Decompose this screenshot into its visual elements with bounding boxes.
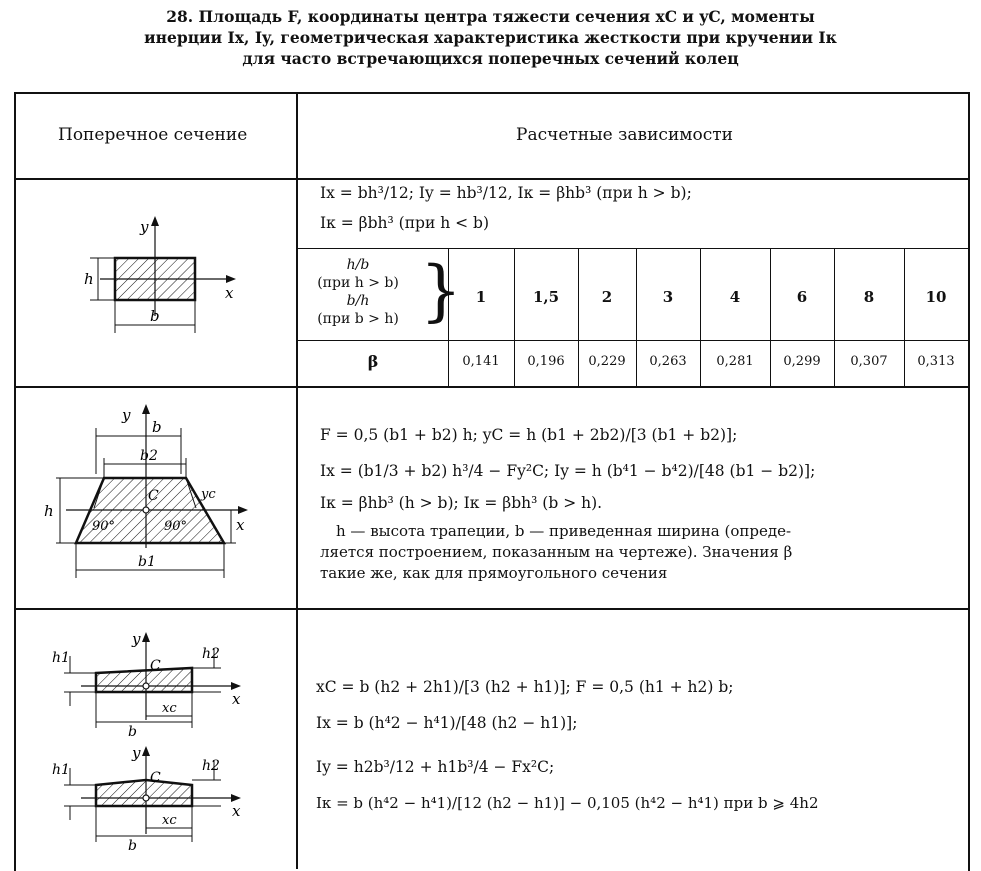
ring-segment-figure-bottom [46, 742, 261, 852]
fig1-x-label: x [225, 284, 234, 302]
trapezoid-section-figure [36, 398, 266, 583]
row1-formula-2: Iк = βbh³ (при h < b) [320, 214, 490, 232]
fig3-b-label: b [128, 724, 137, 738]
ratio-label-line: b/h [346, 293, 370, 309]
beta-cell: 0,263 [649, 354, 687, 369]
beta-cell: 0,299 [783, 354, 821, 369]
fig3-y-label: y [132, 630, 141, 648]
fig1-h-label: h [84, 270, 94, 288]
ratio-cell: 1 [475, 288, 487, 306]
fig3-c-label: C [150, 658, 161, 674]
beta-cell: 0,307 [850, 354, 888, 369]
fig4-h2-label: h2 [202, 758, 220, 774]
fig4-y-label: y [132, 744, 141, 762]
column-divider [296, 92, 298, 869]
caption-line-1: 28. Площадь F, координаты центра тяжести сечения xC и yC, моменты [166, 7, 815, 26]
row3-formula-3: Iy = h2b³/12 + h1b³/4 − Fx²C; [316, 758, 555, 776]
fig4-h1-label: h1 [52, 762, 70, 778]
caption-line-3: для часто встречающихся поперечных сечений колец [242, 49, 739, 68]
beta-row-label: β [367, 352, 379, 371]
header-divider [14, 178, 968, 180]
fig4-xc-label: xc [162, 813, 177, 828]
beta-cell: 0,281 [716, 354, 754, 369]
ratio-label-line: h/b [346, 257, 370, 273]
row2-note-3: такие же, как для прямоугольного сечения [320, 564, 668, 582]
fig4-b-label: b [128, 838, 137, 852]
fig2-b1-label: b1 [138, 554, 156, 570]
ratio-label-line: (при b > h) [317, 311, 399, 327]
fig1-y-label: y [140, 218, 149, 236]
fig2-x-label: x [236, 516, 245, 534]
fig3-x-label: x [232, 690, 241, 708]
ratio-cell: 1,5 [532, 288, 560, 306]
fig3-h2-label: h2 [202, 646, 220, 662]
segment-body [96, 780, 192, 806]
ratio-cell: 2 [601, 288, 613, 306]
fig2-c-label: C [148, 488, 159, 504]
row2-divider [14, 608, 968, 610]
table-caption [0, 6, 981, 69]
fig4-x-label: x [232, 802, 241, 820]
fig4-c-label: C [150, 770, 161, 786]
beta-cell: 0,141 [462, 354, 500, 369]
row3-formula-1: xC = b (h2 + 2h1)/[3 (h2 + h1)]; F = 0,5 (h1 + h2) b; [316, 678, 734, 696]
row2-formula-3: Iк = βhb³ (h > b); Iк = βbh³ (b > h). [320, 494, 603, 512]
fig2-angle-right: 90° [164, 519, 188, 534]
ratio-cell: 10 [925, 288, 947, 306]
beta-cell: 0,313 [917, 354, 955, 369]
row2-note-2: ляется построением, показанным на чертеже). Значения β [320, 543, 793, 561]
row2-formula-2: Ix = (b1/3 + b2) h³/4 − Fy²C; Iy = h (b⁴1 − b⁴2)/[48 (b1 − b2)]; [320, 462, 816, 480]
fig2-b2-label: b2 [140, 448, 158, 464]
header-formulas: Расчетные зависимости [516, 125, 733, 145]
fig1-b-label: b [150, 307, 160, 325]
beta-cell: 0,196 [527, 354, 565, 369]
ratio-row-label [298, 256, 418, 332]
fig2-h-label: h [44, 502, 54, 520]
ratio-cell: 3 [662, 288, 674, 306]
row1-divider [14, 386, 968, 388]
caption-line-2: инерции Ix, Iy, геометрическая характеристика жесткости при кручении Iк [144, 28, 837, 47]
rectangle-section-figure [70, 208, 250, 343]
row2-formula-1: F = 0,5 (b1 + b2) h; yC = h (b1 + 2b2)/[3 (b1 + b2)]; [320, 426, 738, 444]
brace-symbol: } [420, 252, 462, 329]
ratio-table-mid [296, 340, 968, 341]
row3-formula-4: Iк = b (h⁴2 − h⁴1)/[12 (h2 − h1)] − 0,105 (h⁴2 − h⁴1) при b ⩾ 4h2 [316, 794, 819, 812]
ratio-table-top [296, 248, 968, 249]
row1-formula-1: Ix = bh³/12; Iy = hb³/12, Iк = βhb³ (при h > b); [320, 184, 692, 202]
header-cross-section: Поперечное сечение [58, 125, 248, 145]
ring-segment-figure-top [46, 628, 261, 738]
row2-note-1: h — высота трапеции, b — приведенная ширина (опреде- [336, 522, 792, 540]
ratio-cell: 4 [729, 288, 741, 306]
fig2-angle-left: 90° [92, 519, 116, 534]
fig2-y-label: y [122, 406, 131, 424]
fig3-h1-label: h1 [52, 650, 70, 666]
ratio-label-line: (при h > b) [317, 275, 399, 291]
row3-formula-2: Ix = b (h⁴2 − h⁴1)/[48 (h2 − h1)]; [316, 714, 578, 732]
ratio-cell: 6 [796, 288, 808, 306]
fig2-b-label: b [152, 418, 162, 436]
ratio-cell: 8 [863, 288, 875, 306]
fig2-yc-label: yc [201, 487, 216, 502]
fig3-xc-label: xc [162, 701, 177, 716]
beta-cell: 0,229 [588, 354, 626, 369]
